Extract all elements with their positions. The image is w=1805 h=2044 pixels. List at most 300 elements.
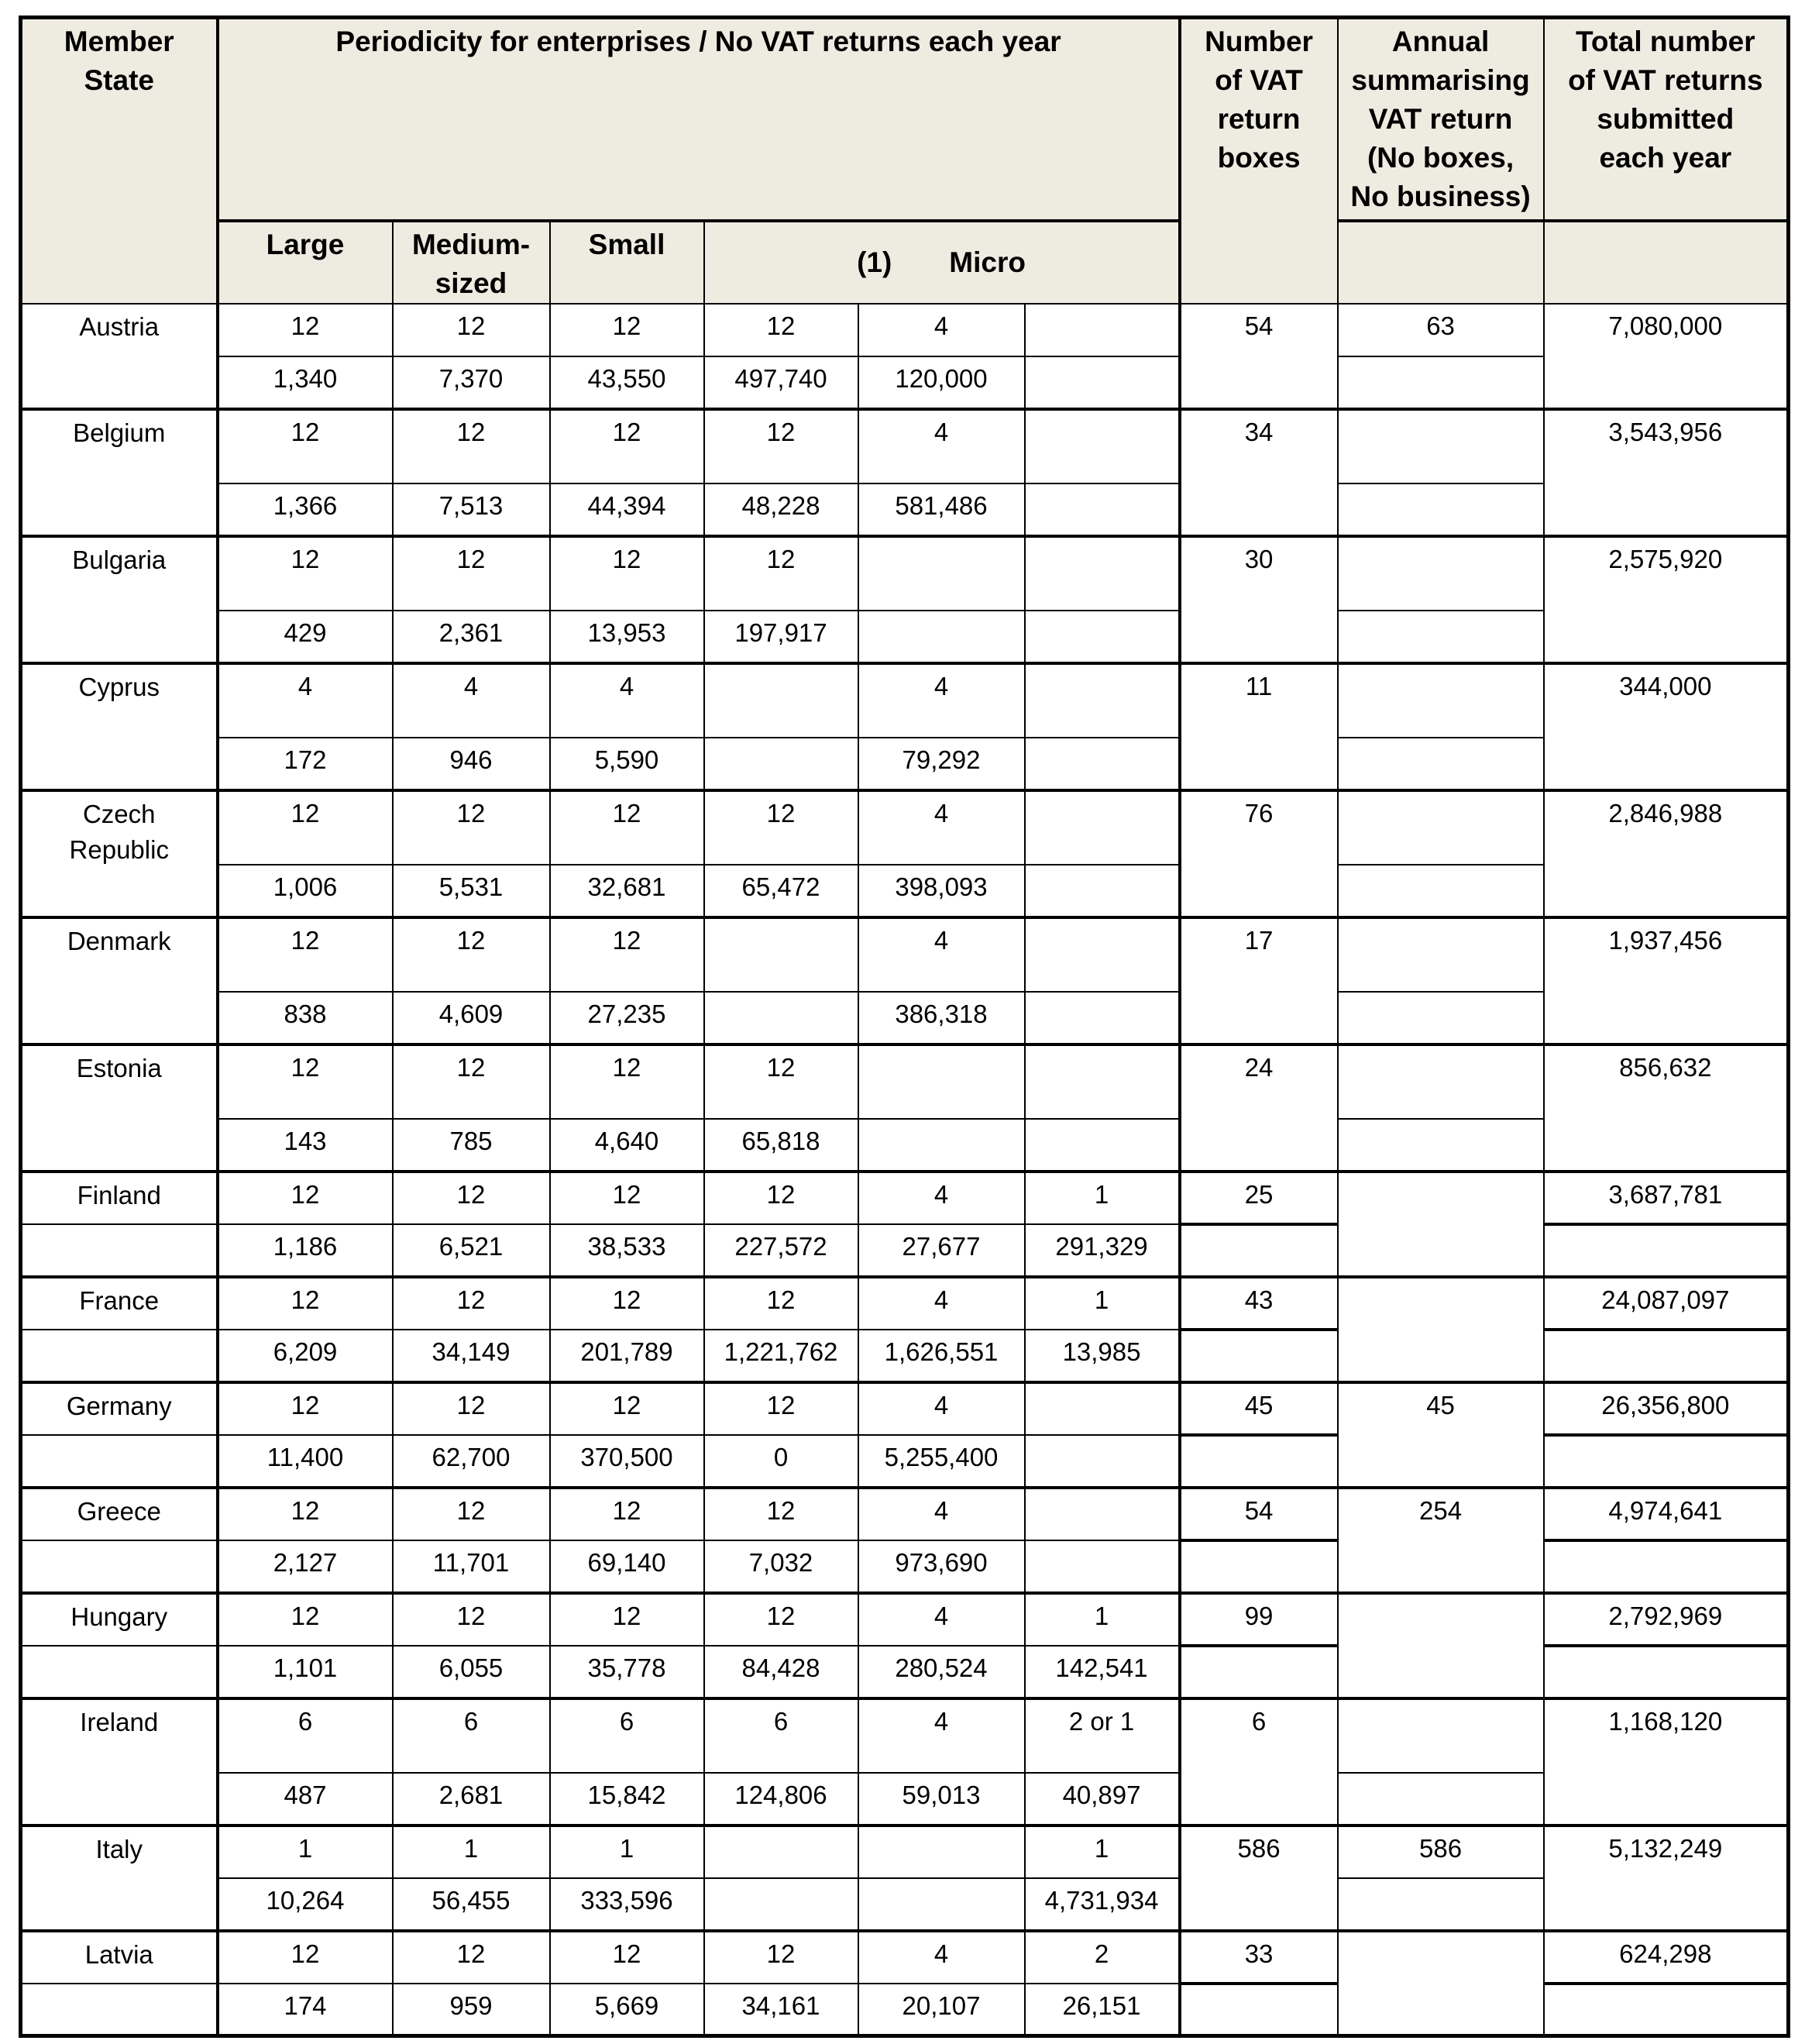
country-cell	[21, 1593, 218, 1646]
total-cell-blank	[1544, 1646, 1789, 1698]
count-cell: 32,681	[550, 865, 704, 917]
total-cell: 2,575,920	[1544, 536, 1789, 663]
header-periodicity: Periodicity for enterprises / No VAT returns each year	[218, 18, 1180, 221]
boxes-cell: 30	[1180, 536, 1338, 663]
country-cell-blank	[21, 1224, 218, 1277]
country-name: Greece	[77, 1496, 161, 1526]
count-cell: 5,669	[550, 1984, 704, 2036]
periodicity-cell: 12	[218, 1044, 393, 1119]
count-cell: 946	[393, 738, 550, 790]
country-name: Finland	[77, 1180, 161, 1210]
boxes-cell-blank	[1180, 1435, 1338, 1488]
periodicity-cell: 12	[550, 1593, 704, 1646]
count-cell: 227,572	[704, 1224, 858, 1277]
total-cell-blank	[1544, 1224, 1789, 1277]
table-row	[21, 409, 1789, 483]
table-row	[21, 1172, 1789, 1224]
periodicity-cell: 12	[550, 790, 704, 865]
count-cell: 79,292	[858, 738, 1025, 790]
periodicity-cell: 12	[218, 790, 393, 865]
periodicity-cell: 12	[393, 790, 550, 865]
table-body	[21, 304, 1789, 2036]
total-cell-blank	[1544, 1984, 1789, 2036]
periodicity-cell	[1025, 790, 1180, 865]
periodicity-cell: 12	[550, 1931, 704, 1984]
periodicity-cell: 1	[218, 1825, 393, 1878]
count-cell: 487	[218, 1773, 393, 1825]
annual-cell-blank	[1338, 1878, 1544, 1931]
count-cell	[704, 738, 858, 790]
total-cell: 624,298	[1544, 1931, 1789, 1984]
count-cell: 34,149	[393, 1330, 550, 1382]
count-cell: 1,366	[218, 483, 393, 536]
periodicity-cell: 12	[218, 1593, 393, 1646]
count-cell	[1025, 483, 1180, 536]
count-cell: 172	[218, 738, 393, 790]
country-cell	[21, 1277, 218, 1330]
count-cell: 370,500	[550, 1435, 704, 1488]
country-name: Germany	[66, 1391, 172, 1420]
periodicity-cell: 6	[218, 1698, 393, 1773]
boxes-cell: 586	[1180, 1825, 1338, 1931]
annual-cell	[1338, 536, 1544, 611]
annual-cell	[1338, 1698, 1544, 1773]
count-cell: 959	[393, 1984, 550, 2036]
country-cell	[21, 1172, 218, 1224]
country-cell	[21, 304, 218, 409]
count-cell: 386,318	[858, 992, 1025, 1044]
annual-cell: 45	[1338, 1382, 1544, 1488]
count-cell: 5,255,400	[858, 1435, 1025, 1488]
count-cell: 15,842	[550, 1773, 704, 1825]
count-cell: 2,681	[393, 1773, 550, 1825]
count-cell: 13,953	[550, 611, 704, 663]
header-micro-label: Micro	[949, 246, 1026, 278]
periodicity-cell: 12	[704, 1488, 858, 1540]
periodicity-cell: 12	[550, 1488, 704, 1540]
count-cell: 4,640	[550, 1119, 704, 1172]
count-cell: 143	[218, 1119, 393, 1172]
count-cell: 6,209	[218, 1330, 393, 1382]
country-name: Italy	[95, 1834, 143, 1863]
boxes-cell-blank	[1180, 1330, 1338, 1382]
country-cell	[21, 1382, 218, 1435]
count-cell: 6,521	[393, 1224, 550, 1277]
annual-cell	[1338, 1931, 1544, 2036]
periodicity-cell	[858, 1044, 1025, 1119]
periodicity-cell	[858, 1825, 1025, 1878]
table-row	[21, 917, 1789, 992]
count-cell: 174	[218, 1984, 393, 2036]
count-cell: 581,486	[858, 483, 1025, 536]
count-cell: 48,228	[704, 483, 858, 536]
count-cell: 27,235	[550, 992, 704, 1044]
total-cell: 1,168,120	[1544, 1698, 1789, 1825]
periodicity-cell: 12	[218, 1277, 393, 1330]
total-cell: 3,543,956	[1544, 409, 1789, 536]
country-cell	[21, 790, 218, 917]
periodicity-cell: 4	[858, 409, 1025, 483]
count-cell: 5,590	[550, 738, 704, 790]
count-cell: 7,370	[393, 356, 550, 409]
table-row	[21, 865, 1789, 917]
periodicity-cell: 12	[393, 917, 550, 992]
table-row	[21, 1277, 1789, 1330]
count-cell: 497,740	[704, 356, 858, 409]
boxes-cell: 11	[1180, 663, 1338, 790]
count-cell: 38,533	[550, 1224, 704, 1277]
country-cell-blank	[21, 1435, 218, 1488]
table-row	[21, 663, 1789, 738]
count-cell: 65,818	[704, 1119, 858, 1172]
annual-cell	[1338, 917, 1544, 992]
boxes-cell: 6	[1180, 1698, 1338, 1825]
annual-cell-blank	[1338, 865, 1544, 917]
periodicity-cell: 4	[858, 1593, 1025, 1646]
periodicity-cell: 4	[858, 917, 1025, 992]
country-cell	[21, 1488, 218, 1540]
boxes-cell: 54	[1180, 1488, 1338, 1540]
periodicity-cell: 12	[218, 1382, 393, 1435]
periodicity-cell: 12	[704, 536, 858, 611]
annual-cell-blank	[1338, 356, 1544, 409]
table-header	[21, 18, 1789, 304]
periodicity-cell: 12	[550, 536, 704, 611]
periodicity-cell: 1	[550, 1825, 704, 1878]
boxes-cell-blank	[1180, 1224, 1338, 1277]
periodicity-cell: 4	[218, 663, 393, 738]
country-name: Belgium	[73, 418, 166, 447]
country-name: Cyprus	[78, 672, 160, 701]
periodicity-cell: 12	[704, 409, 858, 483]
table-row	[21, 1698, 1789, 1773]
table-row	[21, 536, 1789, 611]
boxes-cell: 34	[1180, 409, 1338, 536]
count-cell: 142,541	[1025, 1646, 1180, 1698]
count-cell	[1025, 611, 1180, 663]
country-cell	[21, 409, 218, 536]
count-cell	[1025, 1119, 1180, 1172]
periodicity-cell: 4	[858, 1172, 1025, 1224]
periodicity-cell: 12	[550, 1277, 704, 1330]
count-cell: 69,140	[550, 1540, 704, 1593]
count-cell: 120,000	[858, 356, 1025, 409]
periodicity-cell: 12	[550, 917, 704, 992]
count-cell	[1025, 1435, 1180, 1488]
country-cell	[21, 1044, 218, 1172]
count-cell: 1,221,762	[704, 1330, 858, 1382]
count-cell: 197,917	[704, 611, 858, 663]
country-cell-blank	[21, 1984, 218, 2036]
country-cell	[21, 663, 218, 790]
periodicity-cell: 12	[704, 1172, 858, 1224]
boxes-cell: 43	[1180, 1277, 1338, 1330]
count-cell: 10,264	[218, 1878, 393, 1931]
country-name: France	[79, 1285, 160, 1315]
header-member-state: Member State	[21, 18, 218, 304]
country-name: Austria	[79, 311, 160, 341]
count-cell: 6,055	[393, 1646, 550, 1698]
table-row	[21, 1878, 1789, 1931]
count-cell: 398,093	[858, 865, 1025, 917]
count-cell: 429	[218, 611, 393, 663]
total-cell-blank	[1544, 1330, 1789, 1382]
header-medium: Medium- sized	[393, 221, 550, 304]
count-cell: 4,609	[393, 992, 550, 1044]
periodicity-cell: 1	[1025, 1593, 1180, 1646]
table-row	[21, 1825, 1789, 1878]
annual-cell: 586	[1338, 1825, 1544, 1878]
table-row	[21, 611, 1789, 663]
table-row	[21, 483, 1789, 536]
periodicity-cell: 12	[218, 536, 393, 611]
periodicity-cell	[1025, 663, 1180, 738]
total-cell: 4,974,641	[1544, 1488, 1789, 1540]
periodicity-cell	[704, 663, 858, 738]
header-small: Small	[550, 221, 704, 304]
count-cell: 1,340	[218, 356, 393, 409]
count-cell: 27,677	[858, 1224, 1025, 1277]
periodicity-cell: 12	[218, 409, 393, 483]
periodicity-cell: 1	[1025, 1825, 1180, 1878]
periodicity-cell: 12	[393, 1593, 550, 1646]
count-cell: 44,394	[550, 483, 704, 536]
table-row	[21, 1044, 1789, 1119]
periodicity-cell: 6	[704, 1698, 858, 1773]
header-total: Total number of VAT returns submitted each year	[1544, 18, 1789, 221]
periodicity-cell: 6	[550, 1698, 704, 1773]
periodicity-cell: 12	[393, 1931, 550, 1984]
annual-cell-blank	[1338, 1773, 1544, 1825]
count-cell: 291,329	[1025, 1224, 1180, 1277]
periodicity-cell: 4	[858, 304, 1025, 356]
header-micro-note: (1)	[857, 246, 892, 278]
country-name: Denmark	[67, 926, 171, 955]
table-row	[21, 1593, 1789, 1646]
periodicity-cell: 12	[704, 1277, 858, 1330]
annual-cell-blank	[1338, 483, 1544, 536]
annual-cell	[1338, 790, 1544, 865]
count-cell	[704, 992, 858, 1044]
country-cell-blank	[21, 1330, 218, 1382]
header-total-sub	[1544, 221, 1789, 304]
table-row	[21, 1382, 1789, 1435]
country-cell-blank	[21, 1540, 218, 1593]
total-cell: 5,132,249	[1544, 1825, 1789, 1931]
periodicity-cell: 12	[704, 1593, 858, 1646]
table-row	[21, 1488, 1789, 1540]
periodicity-cell: 6	[393, 1698, 550, 1773]
count-cell	[858, 611, 1025, 663]
periodicity-cell	[1025, 409, 1180, 483]
count-cell	[1025, 738, 1180, 790]
count-cell: 280,524	[858, 1646, 1025, 1698]
boxes-cell-blank	[1180, 1984, 1338, 2036]
annual-cell-blank	[1338, 738, 1544, 790]
country-name: Estonia	[76, 1053, 162, 1082]
periodicity-cell	[1025, 1044, 1180, 1119]
count-cell: 43,550	[550, 356, 704, 409]
count-cell	[858, 1119, 1025, 1172]
annual-cell	[1338, 1044, 1544, 1119]
periodicity-cell: 12	[393, 1044, 550, 1119]
header-boxes: Number of VAT return boxes	[1180, 18, 1338, 304]
periodicity-cell: 12	[550, 304, 704, 356]
table-row	[21, 1931, 1789, 1984]
annual-cell-blank	[1338, 611, 1544, 663]
periodicity-cell: 4	[858, 1931, 1025, 1984]
annual-cell	[1338, 409, 1544, 483]
periodicity-cell	[1025, 1488, 1180, 1540]
count-cell: 838	[218, 992, 393, 1044]
count-cell	[1025, 865, 1180, 917]
count-cell: 333,596	[550, 1878, 704, 1931]
annual-cell-blank	[1338, 992, 1544, 1044]
table-row	[21, 738, 1789, 790]
table-row	[21, 1119, 1789, 1172]
periodicity-cell: 1	[393, 1825, 550, 1878]
count-cell: 40,897	[1025, 1773, 1180, 1825]
total-cell: 856,632	[1544, 1044, 1789, 1172]
header-micro	[704, 221, 1180, 304]
table-row	[21, 356, 1789, 409]
periodicity-cell: 12	[393, 1277, 550, 1330]
periodicity-cell	[704, 917, 858, 992]
periodicity-cell: 2 or 1	[1025, 1698, 1180, 1773]
periodicity-cell	[1025, 536, 1180, 611]
count-cell: 11,701	[393, 1540, 550, 1593]
periodicity-cell: 1	[1025, 1172, 1180, 1224]
annual-cell	[1338, 1277, 1544, 1382]
count-cell: 65,472	[704, 865, 858, 917]
annual-cell	[1338, 663, 1544, 738]
periodicity-cell: 12	[550, 1382, 704, 1435]
periodicity-cell: 4	[858, 1488, 1025, 1540]
periodicity-cell	[704, 1825, 858, 1878]
periodicity-cell: 12	[218, 1172, 393, 1224]
count-cell: 1,101	[218, 1646, 393, 1698]
count-cell: 5,531	[393, 865, 550, 917]
periodicity-cell: 12	[550, 1172, 704, 1224]
boxes-cell-blank	[1180, 1646, 1338, 1698]
total-cell: 2,846,988	[1544, 790, 1789, 917]
boxes-cell: 45	[1180, 1382, 1338, 1435]
table-row	[21, 790, 1789, 865]
count-cell	[1025, 992, 1180, 1044]
boxes-cell: 33	[1180, 1931, 1338, 1984]
total-cell: 2,792,969	[1544, 1593, 1789, 1646]
count-cell: 59,013	[858, 1773, 1025, 1825]
count-cell: 7,513	[393, 483, 550, 536]
total-cell-blank	[1544, 1540, 1789, 1593]
header-annual-sub	[1338, 221, 1544, 304]
total-cell: 24,087,097	[1544, 1277, 1789, 1330]
periodicity-cell: 12	[393, 1488, 550, 1540]
header-annual: Annual summarising VAT return (No boxes, No business)	[1338, 18, 1544, 221]
periodicity-cell: 12	[704, 1931, 858, 1984]
country-name: Czech Republic	[69, 799, 169, 864]
boxes-cell: 25	[1180, 1172, 1338, 1224]
periodicity-cell: 4	[858, 790, 1025, 865]
vat-returns-table	[19, 15, 1790, 2038]
country-cell	[21, 1698, 218, 1825]
count-cell: 20,107	[858, 1984, 1025, 2036]
country-name: Ireland	[80, 1707, 159, 1736]
total-cell: 7,080,000	[1544, 304, 1789, 409]
country-name: Latvia	[84, 1939, 153, 1969]
periodicity-cell: 4	[858, 1277, 1025, 1330]
periodicity-cell: 12	[704, 304, 858, 356]
periodicity-cell	[858, 536, 1025, 611]
periodicity-cell: 12	[704, 1382, 858, 1435]
count-cell: 62,700	[393, 1435, 550, 1488]
periodicity-cell: 12	[704, 1044, 858, 1119]
boxes-cell: 76	[1180, 790, 1338, 917]
count-cell	[858, 1878, 1025, 1931]
count-cell: 7,032	[704, 1540, 858, 1593]
boxes-cell-blank	[1180, 1540, 1338, 1593]
periodicity-cell: 12	[393, 304, 550, 356]
count-cell: 26,151	[1025, 1984, 1180, 2036]
count-cell: 2,127	[218, 1540, 393, 1593]
periodicity-cell: 12	[550, 1044, 704, 1119]
total-cell: 26,356,800	[1544, 1382, 1789, 1435]
count-cell: 1,006	[218, 865, 393, 917]
country-cell	[21, 1931, 218, 1984]
periodicity-cell: 4	[858, 663, 1025, 738]
annual-cell	[1338, 1593, 1544, 1698]
count-cell	[704, 1878, 858, 1931]
periodicity-cell: 1	[1025, 1277, 1180, 1330]
count-cell: 2,361	[393, 611, 550, 663]
periodicity-cell	[1025, 1382, 1180, 1435]
country-name: Hungary	[70, 1602, 168, 1631]
periodicity-cell: 12	[393, 409, 550, 483]
total-cell: 3,687,781	[1544, 1172, 1789, 1224]
periodicity-cell: 12	[393, 1172, 550, 1224]
table-row	[21, 304, 1789, 356]
header-large: Large	[218, 221, 393, 304]
periodicity-cell	[1025, 917, 1180, 992]
annual-cell	[1338, 1172, 1544, 1277]
annual-cell-blank	[1338, 1119, 1544, 1172]
count-cell: 1,186	[218, 1224, 393, 1277]
periodicity-cell: 12	[218, 304, 393, 356]
periodicity-cell: 4	[550, 663, 704, 738]
periodicity-cell: 12	[704, 790, 858, 865]
periodicity-cell: 12	[550, 409, 704, 483]
annual-cell: 254	[1338, 1488, 1544, 1593]
count-cell: 56,455	[393, 1878, 550, 1931]
boxes-cell: 24	[1180, 1044, 1338, 1172]
annual-cell: 63	[1338, 304, 1544, 356]
periodicity-cell: 12	[393, 1382, 550, 1435]
periodicity-cell: 2	[1025, 1931, 1180, 1984]
total-cell-blank	[1544, 1435, 1789, 1488]
table-row	[21, 1773, 1789, 1825]
count-cell: 4,731,934	[1025, 1878, 1180, 1931]
count-cell: 84,428	[704, 1646, 858, 1698]
count-cell: 124,806	[704, 1773, 858, 1825]
periodicity-cell: 12	[218, 1488, 393, 1540]
count-cell: 34,161	[704, 1984, 858, 2036]
periodicity-cell: 12	[218, 1931, 393, 1984]
count-cell: 785	[393, 1119, 550, 1172]
boxes-cell: 54	[1180, 304, 1338, 409]
count-cell: 201,789	[550, 1330, 704, 1382]
total-cell: 344,000	[1544, 663, 1789, 790]
count-cell: 1,626,551	[858, 1330, 1025, 1382]
